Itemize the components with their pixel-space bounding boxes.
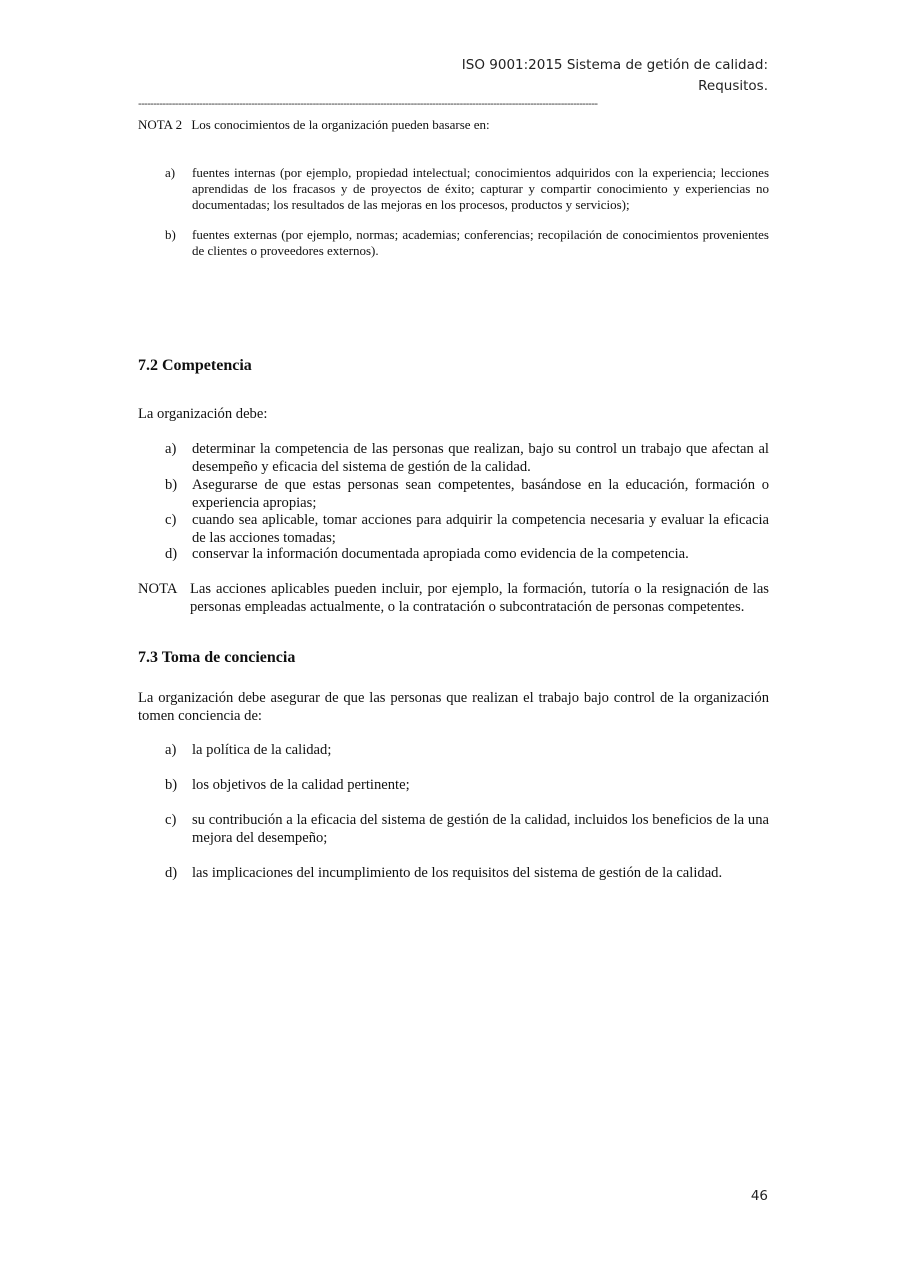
section-72-item-a-label: a) [165, 441, 177, 457]
section-72-item-c-text: cuando sea aplicable, tomar acciones para adquirir la competencia necesaria y evaluar la eficacia de las acciones tomadas; [192, 512, 769, 546]
section-72-item-a [138, 440, 769, 476]
section-73-item-c [138, 811, 769, 847]
section-73-item-c-text: su contribución a la eficacia del sistema de gestión de la calidad, incluidos los beneficios de la una mejora del desempeño; [192, 812, 769, 846]
section-72-nota [138, 580, 769, 616]
nota2-item-b-label: b) [165, 227, 176, 242]
header-title-line1: ISO 9001:2015 Sistema de getión de calidad: [461, 57, 768, 73]
nota2-label: NOTA 2 [138, 117, 183, 132]
section-72-item-a-text: determinar la competencia de las personas que realizan, bajo su control un trabajo que afectan al desempeño y eficacia del sistema de gestión de la calidad. [192, 441, 769, 475]
section-72-heading: 7.2 Competencia [138, 357, 252, 374]
section-73-item-b-text: los objetivos de la calidad pertinente; [192, 777, 410, 793]
nota2-text: Los conocimientos de la organización pueden basarse en: [191, 117, 490, 132]
nota2-item-b-text: fuentes externas (por ejemplo, normas; academias; conferencias; recopilación de conocimientos provenientes de clientes o proveedores externos). [192, 227, 769, 258]
section-73-item-b [138, 776, 769, 794]
section-73-item-a-label: a) [165, 742, 177, 758]
nota2-item-a-label: a) [165, 165, 176, 180]
section-73-item-c-label: c) [165, 812, 177, 828]
section-72-item-c-label: c) [165, 512, 177, 528]
section-73-item-a [138, 741, 769, 759]
section-72-intro: La organización debe: [138, 406, 268, 422]
section-72-item-d-label: d) [165, 546, 178, 562]
section-72-item-c [138, 511, 769, 547]
section-72-item-b-text: Asegurarse de que estas personas sean competentes, basándose en la educación, formación o experiencia apropias; [192, 477, 769, 511]
section-73-intro: La organización debe asegurar de que las personas que realizan el trabajo bajo control de la organización tomen conciencia de: [138, 690, 769, 724]
section-73-item-a-text: la política de la calidad; [192, 742, 332, 758]
section-73-item-d-text: las implicaciones del incumplimiento de los requisitos del sistema de gestión de la calidad. [192, 865, 723, 881]
section-72-nota-label: NOTA [138, 581, 178, 597]
page-number: 46 [750, 1188, 768, 1204]
section-72-item-d-text: conservar la información documentada apropiada como evidencia de la competencia. [192, 546, 689, 562]
header-title-line2: Requsitos. [698, 78, 768, 94]
section-73-item-b-label: b) [165, 777, 178, 793]
section-72-item-b [138, 476, 769, 512]
header-dashed-rule: ------------------------------------------------------------------------------------------------------------------------------------------------------ [138, 98, 598, 110]
nota2-line [138, 117, 769, 133]
section-72-item-b-label: b) [165, 477, 178, 493]
running-header [268, 55, 768, 97]
section-73-heading: 7.3 Toma de conciencia [138, 649, 296, 666]
section-72-nota-text: Las acciones aplicables pueden incluir, por ejemplo, la formación, tutoría o la resignación de las personas empleadas actualmente, o la contratación o subcontratación de personas competentes. [190, 581, 769, 615]
nota2-item-b [138, 227, 769, 259]
nota2-item-a-text: fuentes internas (por ejemplo, propiedad intelectual; conocimientos adquiridos con la experiencia; lecciones aprendidas de los fracasos y de proyectos de éxito; capturar y compartir conocimiento y experiencias no documentadas; los resultados de las mejoras en los procesos, productos y servicios); [192, 165, 769, 212]
nota2-item-a [138, 165, 769, 213]
section-72-item-d [138, 545, 769, 563]
section-73-item-d [138, 864, 769, 882]
section-73-item-d-label: d) [165, 865, 178, 881]
